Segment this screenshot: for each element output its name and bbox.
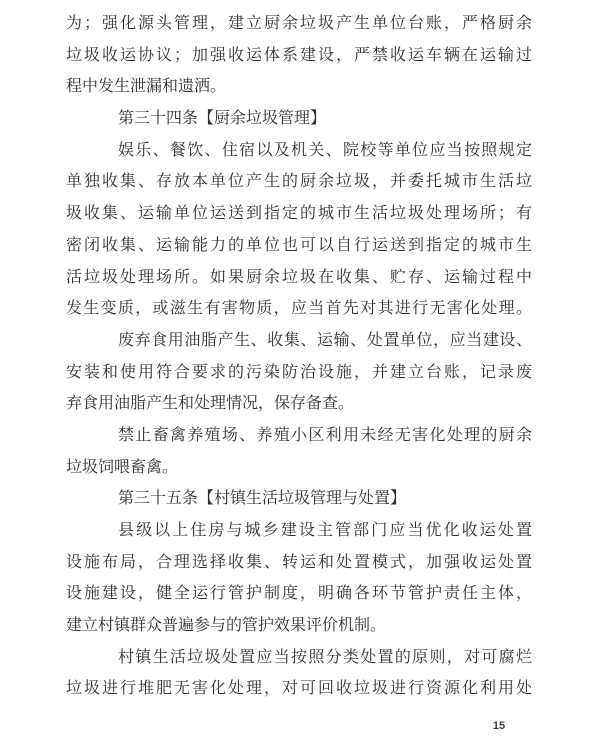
text-line: 垃圾饲喂畜禽。: [66, 458, 179, 476]
text-line: 设施布局，合理选择收集、转运和处置模式，加强收运处置: [66, 553, 532, 571]
text-line: 县级以上住房与城乡建设主管部门应当优化收运处置: [118, 522, 532, 539]
text-line: 垃圾收运协议；加强收运体系建设，严禁收运车辆在运输过: [66, 46, 532, 64]
text-line: 垃圾进行堆肥无害化处理，对可回收垃圾进行资源化利用处: [66, 680, 532, 698]
text-line: 村镇生活垃圾处置应当按照分类处置的原则，对可腐烂: [118, 648, 532, 666]
text-line: 为；强化源头管理，建立厨余垃圾产生单位台账，严格厨余: [66, 15, 532, 32]
text-line: 活垃圾处理场所。如果厨余垃圾在收集、贮存、运输过程中: [66, 268, 532, 286]
text-line: 安装和使用符合要求的污染防治设施，并建立台账，记录废: [66, 363, 532, 381]
text-line: 单独收集、存放本单位产生的厨余垃圾，并委托城市生活垃: [66, 173, 532, 191]
text-line: 发生变质，或滋生有害物质，应当首先对其进行无害化处理。: [66, 300, 532, 318]
text-line: 密闭收集、运输能力的单位也可以自行运送到指定的城市生: [66, 236, 532, 254]
page-number: 15: [492, 720, 506, 732]
text-line: 程中发生泄漏和遗洒。: [66, 78, 227, 96]
text-line: 弃食用油脂产生和处理情况，保存备查。: [66, 395, 355, 413]
text-line: 禁止畜禽养殖场、养殖小区利用未经无害化处理的厨余: [118, 426, 532, 444]
article-heading: 第三十四条【厨余垃圾管理】: [118, 110, 327, 128]
text-line: 圾收集、运输单位运送到指定的城市生活垃圾处理场所；有: [66, 205, 532, 223]
article-heading: 第三十五条【村镇生活垃圾管理与处置】: [118, 490, 407, 508]
text-line: 建立村镇群众普遍参与的管护效果评价机制。: [66, 617, 387, 635]
text-line: 废弃食用油脂产生、收集、运输、处置单位，应当建设、: [118, 331, 532, 349]
text-line: 娱乐、餐饮、住宿以及机关、院校等单位应当按照规定: [118, 141, 532, 159]
document-text: [66, 8, 532, 705]
text-line: 设施建设，健全运行管护制度，明确各环节管护责任主体，: [66, 585, 532, 603]
